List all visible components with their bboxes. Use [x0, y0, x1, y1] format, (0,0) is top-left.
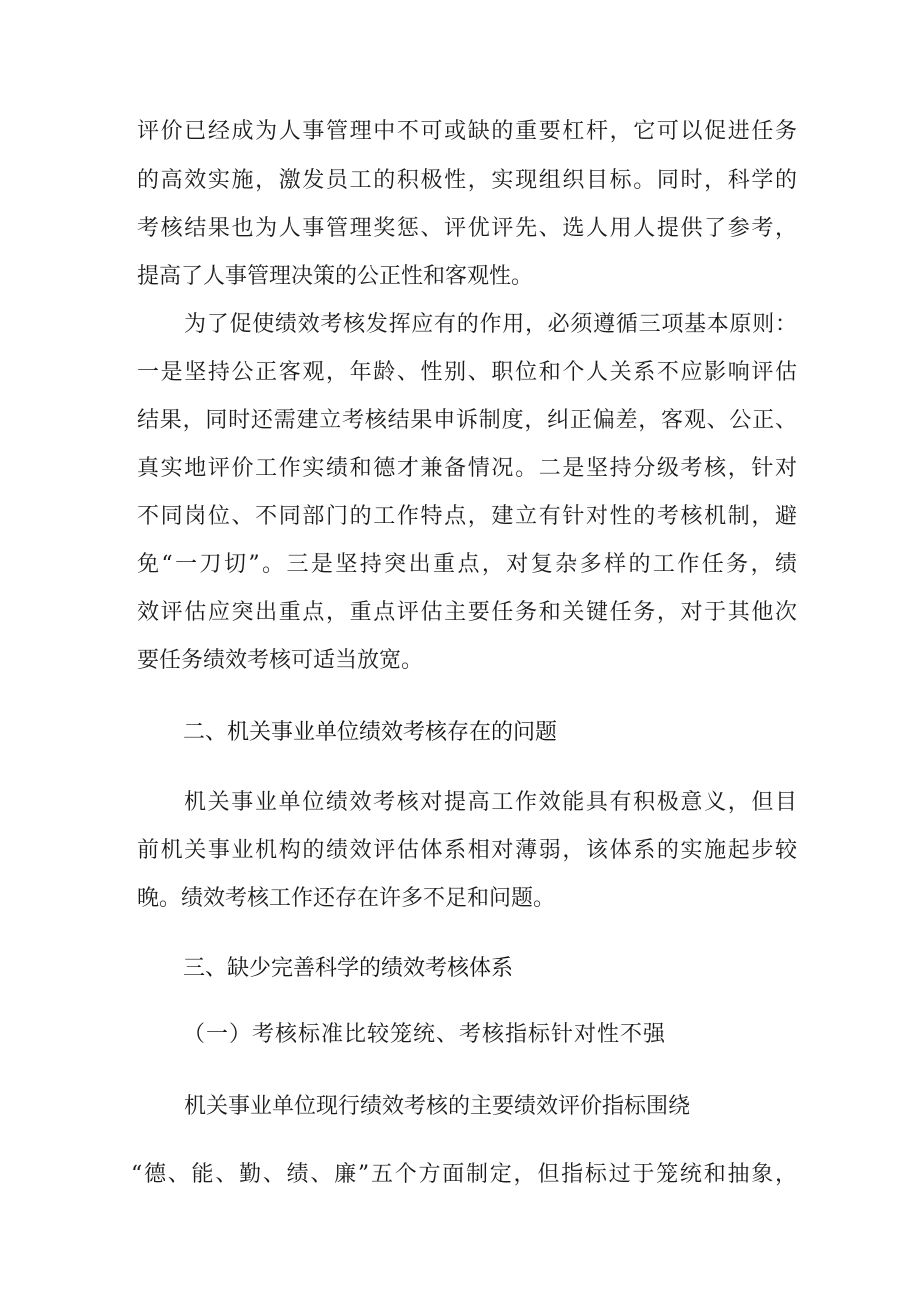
text-line: 要任务绩效考核可适当放宽。 — [137, 648, 424, 673]
text-line: 免“一刀切”。三是坚持突出重点，对复杂多样的工作任务，绩 — [137, 552, 797, 577]
text-line: 不同岗位、不同部门的工作特点，建立有针对性的考核机制，避 — [137, 504, 797, 529]
text-line: 效评估应突出重点，重点评估主要任务和关键任务，对于其他次 — [137, 600, 797, 625]
text-line: 机关事业单位现行绩效考核的主要绩效评价指标围绕 — [184, 1094, 691, 1119]
text-line: 一是坚持公正客观，年龄、性别、职位和个人关系不应影响评估 — [137, 360, 797, 385]
text-line: 评价已经成为人事管理中不可或缺的重要杠杆，它可以促进任务 — [137, 119, 797, 144]
text-line: 考核结果也为人事管理奖惩、评优评先、选人用人提供了参考， — [137, 216, 797, 241]
section-heading-problems: 二、机关事业单位绩效考核存在的问题 — [183, 720, 558, 745]
text-line: 晚。绩效考核工作还存在许多不足和问题。 — [137, 886, 556, 911]
text-line: 结果，同时还需建立考核结果申诉制度，纠正偏差，客观、公正、 — [137, 408, 797, 433]
text-line: 机关事业单位绩效考核对提高工作效能具有积极意义，但目 — [184, 790, 797, 815]
text-line: “德、能、勤、绩、廉”五个方面制定，但指标过于笼统和抽象， — [131, 1162, 797, 1187]
subsection-heading-vague-standards: （一）考核标准比较笼统、考核指标针对性不强 — [183, 1022, 667, 1047]
text-line: 的高效实施，激发员工的积极性，实现组织目标。同时，科学的 — [137, 168, 797, 193]
text-line: 前机关事业机构的绩效评估体系相对薄弱，该体系的实施起步较 — [137, 838, 797, 863]
text-line: 提高了人事管理决策的公正性和客观性。 — [137, 264, 534, 289]
section-heading-lack-of-system: 三、缺少完善科学的绩效考核体系 — [183, 956, 514, 981]
text-line: 为了促使绩效考核发挥应有的作用，必须遵循三项基本原则： — [184, 312, 797, 337]
text-line: 真实地评价工作实绩和德才兼备情况。二是坚持分级考核，针对 — [137, 456, 797, 481]
